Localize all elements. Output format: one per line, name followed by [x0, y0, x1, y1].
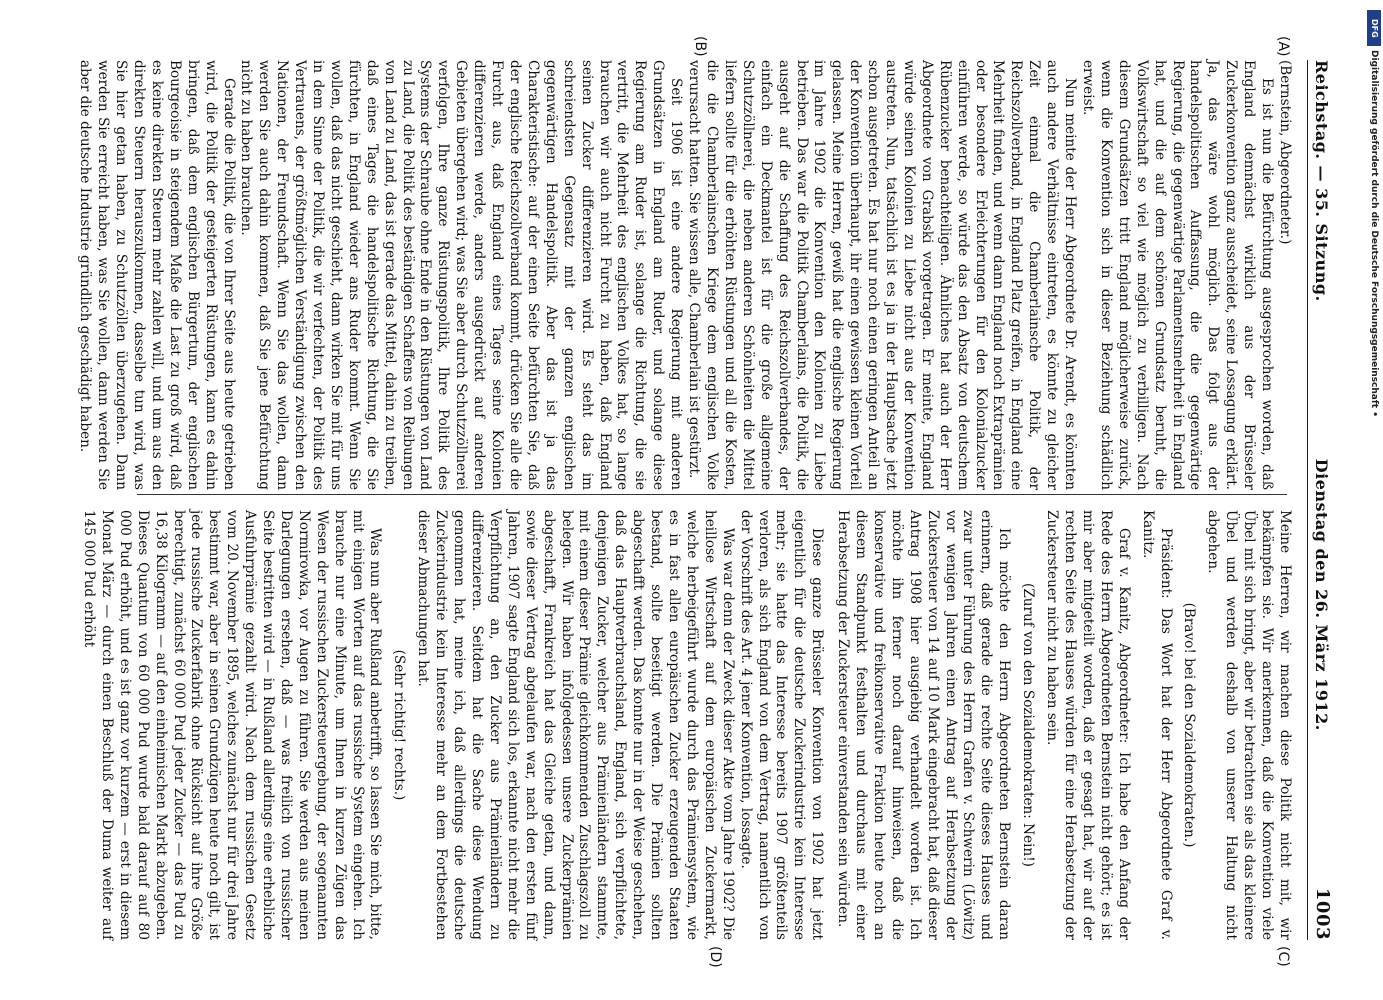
paragraph: Was war denn der Zweck dieser Akte vom Jahre 1902? Die heillose Wirtschaft auf dem europäischen Zuckermarkt, welche herbeigeführt wurde durch das Prämiensystem, wie es in fast allen europäischen Zucker erzeugenden Staaten bestand, sollte beseitigt werden. Die Prämien sollten abgeschafft werden. Das konnte nur in der Weise geschehen, daß das Hauptverbrauchsland, England, sich verpflichtete, denjenigen Zucker, welcher aus Prämienländern stammte, mit einem dieser Prämie gleichkommenden Zuschlagszoll zu belegen. Wir haben infolgedessen unsere Zuckerprämien abgeschafft, Frankreich hat das Gleiche getan, und dann, sowie dieser Vertrag abgelaufen war, nach den ersten fünf Jahren, 1907 sagte England sich los, erkannte nicht mehr die Verpflichtung an, den Zucker aus Prämienländern zu differenzieren. Seitdem hat die Sache diese Wendung genommen hat, meine ich, daß allerdings die deutsche Zuckerindustrie kein Interesse mehr an dem Fortbestehen dieser Abmachungen hat.	[415, 510, 736, 940]
paragraph: Ich möchte den Herrn Abgeordneten Bernstein daran erinnern, daß gerade die rechte Seite dieses Hauses und zwar unter Führung des Herrn Grafen v. Schwerin (Löwitz) vor wenigen Jahren einen Antrag auf Herabsetzung der Zuckersteuer von 14 auf 10 Mark eingebracht hat, daß dieser Antrag 1908 hier ausgiebig verhandelt worden ist. Ich möchte ihn ferner noch darauf hinweisen, daß die konservative und freikonservative Fraktion heute noch an diesem Standpunkt festhalten und durchaus mit einer Herabsetzung der Zuckersteuer einverstanden sein würden.	[835, 510, 1013, 940]
speaker-note: (Bernstein, Abgeordneter.)	[1277, 60, 1293, 245]
margin-marker-a: (A)	[1275, 36, 1291, 57]
header-session: Reichstag. — 35. Sitzung.	[1312, 60, 1331, 302]
paragraph: Gerade die Politik, die von Ihrer Seite aus heute getrieben wird, die Politik der gesteigerten Rüstungen, kann es dahin bringen, daß dem englischen Bürgertum, der englischen Bourgeoisie in steigendem Maße die Last zu groß wird, daß es keine direkten Steuern mehr zahlen will, und um aus den direkten Steuern herauszukommen, dasselbe tun wird, was Sie hier getan haben, zu Schutzzöllen überzugehen. Dann werden Sie erreicht haben, was Sie wollen, dann werden Sie aber die deutsche Industrie gründlich geschädigt haben.	[77, 60, 237, 490]
dfg-credit: Digitalisierung gefördert durch die Deutsche Forschungsgemeinschaft •	[1369, 50, 1379, 417]
dfg-stamp	[1367, 10, 1383, 970]
paragraph: Seit 1906 ist eine andere Regierung mit anderen Grundsätzen in England am Ruder, und solange diese Regierung am Ruder ist, solange die Richtung, die sie vertritt, die Mehrheit des englischen Volkes hat, so lange brauchen wir auch nicht Furcht zu haben, daß England seinen Zucker differenzieren wird. Es steht das im schreiendsten Gegensatz mit der ganzen englischen gegenwärtigen Handelspolitik. Aber das ist ja das Charakteristische: auf der einen Seite befürchten Sie, daß der englische Reichszollverband kommt, drücken Sie alle die Furcht aus, daß England eines Tages seine Kolonien differenzieren werde, anders ausgedrückt auf anderen Gebieten übergehen wird; was Sie aber durch Schutzzöllnerei verfolgen, Ihre ganze Rüstungspolitik, Ihre Politik des Systems der Schraube ohne Ende in den Rüstungen von Land zu Land, die Politik des beständigen Schaffens von Reibungen von Land zu Land, das ist gerade das Mittel, dahin zu treiben, daß eines Tages die handelspolitische Richtung, die Sie fürchten, in England wieder ans Ruder kommt. Wenn Sie wollen, daß das nicht geschieht, dann wirken Sie mit für uns in dem Sinne der Politik, die wir verfechten, der Politik des Vertrauens, der größtmöglichen Verständigung zwischen den Nationen, der Freundschaft. Wenn Sie das wollen, dann werden Sie auch dahin kommen, daß Sie jene Befürchtung nicht zu haben brauchen.	[238, 60, 685, 490]
column-divider	[137, 494, 1287, 495]
paragraph: Nun meinte der Herr Abgeordnete Dr. Arendt, es könnten auch andere Verhältnisse eintreten, es könnte zu gleicher Zeit einmal die Chamberlainsche Politik, der Reichszollverband, in England Platz greifen, in England eine Mehrheit finden, und wenn dann England noch Extraprämien oder besondere Erleichterungen für den Kolonialzucker einführen werde, so würde das den Absatz von deutschem Rübenzucker benachteiligen. Ähnliches hat auch der Herr Abgeordnete von Grabski vorgetragen. Er meinte, England würde seinen Kolonien zu Liebe nicht aus der Konvention austreten. Nun, tatsächlich ist es ja in der Hauptsache jetzt schon ausgetreten. Es hat nur noch einen geringen Anteil an der Konvention überhaupt, ihr einen gewissen kleinen Vorteil gelassen. Meine Herren, gewiß hat die englische Regierung im Jahre 1902 die Konvention den Kolonien zu Liebe betrieben. Das war die Politik Chamberlains, die Politik, die ausgeht auf die Schaffung des Reichszollverbandes, der einfach ein Deckmantel ist für die große allgemeine Schutzzöllnerei, die neben anderen Schönheiten die Mittel liefern sollte für die erhöhten Rüstungen und all die Kosten, die die Chamberlainschen Kriege dem englischen Volke verursacht hatten. Sie wissen alle, Chamberlain ist gestürzt.	[686, 60, 1079, 490]
paragraph: Meine Herren, wir machen diese Politik nicht mit, wir bekämpfen sie. Wir anerkennen, daß die Konvention viele Übel mit sich bringt, aber wir betrachten sie als das kleinere Übel und werden deshalb von unserer Haltung nicht abgehen.	[1205, 510, 1293, 940]
paragraph: Graf v. Kanitz, Abgeordneter: Ich habe den Anfang der Rede des Herrn Abgeordneten Bernstein nicht gehört; es ist mir aber mitgeteilt worden, daß er gesagt hat, wir auf der rechten Seite des Hauses würden für eine Herabsetzung der Zuckersteuer nicht zu haben sein.	[1044, 510, 1132, 940]
paragraph: Diese ganze Brüsseler Konvention von 1902 hat jetzt eigentlich für die deutsche Zuckerindustrie kein Interesse mehr; sie hatte das Interesse bereits 1907 größtenteils verloren, als sich England von dem Vertrag, namentlich von der Vorschrift des Art. 4 jener Konvention, lossagte.	[737, 510, 826, 940]
interjection: (Sehr richtig! rechts.)	[391, 649, 408, 801]
president-statement: Präsident: Das Wort hat der Herr Abgeordnete Graf v. Kanitz.	[1139, 510, 1174, 940]
page-header	[1307, 60, 1347, 940]
paragraph: Was nun aber Rußland anbetrifft, so lassen Sie mich, bitte, mit einigen Worten auf das russische System eingehen. Ich brauche nur eine Minute, um Ihnen in kurzen Zügen das Wesen der russischen Zuckersteuergebung, der sogenannten Normirowka, vor Augen zu führen. Sie werden aus meinen Darlegungen ersehen, daß — was freilich von russischer Seite bestritten wird — in Rußland allerdings eine erhebliche Ausfuhrprämie gezahlt wird. Nach dem russischen Gesetz vom 20. November 1895, welches zunächst nur für drei Jahre bestimmt war, aber in seinen Grundzügen heute noch gilt, ist jede russische Zuckerfabrik ohne Rücksicht auf ihre Größe berechtigt, zunächst 60 000 Pud jeder Zucker — das Pud zu 16,38 Kilogramm — auf den einheimischen Markt abzugeben. Dieses Quantum von 60 000 Pud wurde bald darauf auf 80 000 Pud erhöht, und es ist ganz vor kurzem — erst in diesem Monat März — durch einen Beschluß der Duma weiter auf 145 000 Pud erhöht	[81, 510, 384, 940]
left-column	[75, 60, 1293, 490]
margin-marker-b: (B)	[692, 36, 708, 57]
interjection: (Bravo! bei den Sozialdemokraten.)	[1181, 602, 1198, 848]
header-date: Dienstag den 26. März 1912.	[1312, 458, 1331, 731]
interjection: (Zuruf von den Sozialdemokraten: Nein!)	[1020, 583, 1037, 867]
margin-marker-c: (C)	[1275, 946, 1291, 967]
paragraph: Es ist nun die Befürchtung ausgesprochen worden, daß England demnächst wirklich aus der Brüsseler Zuckerkonvention ganz ausscheidet, seine Lossagung erklärt. Ja, das wäre wohl möglich. Das folgt aus der handelspolitischen Auffassung, die die gegenwärtige Regierung, die gegenwärtige Parlamentsmehrheit in England hat, und die auf dem schönen Grundsatz beruht, die Volkswirtschaft so viel wie möglich zu verbilligen. Nach diesem Grundsätzen tritt England möglicherweise zurück, wenn die Konvention sich in dieser Beziehung schädlich erweist.	[1080, 60, 1276, 490]
right-column	[79, 510, 1293, 940]
page-number: 1003	[1312, 887, 1333, 940]
dfg-logo: DFG	[1367, 10, 1381, 46]
margin-marker-d: (D)	[707, 946, 723, 968]
